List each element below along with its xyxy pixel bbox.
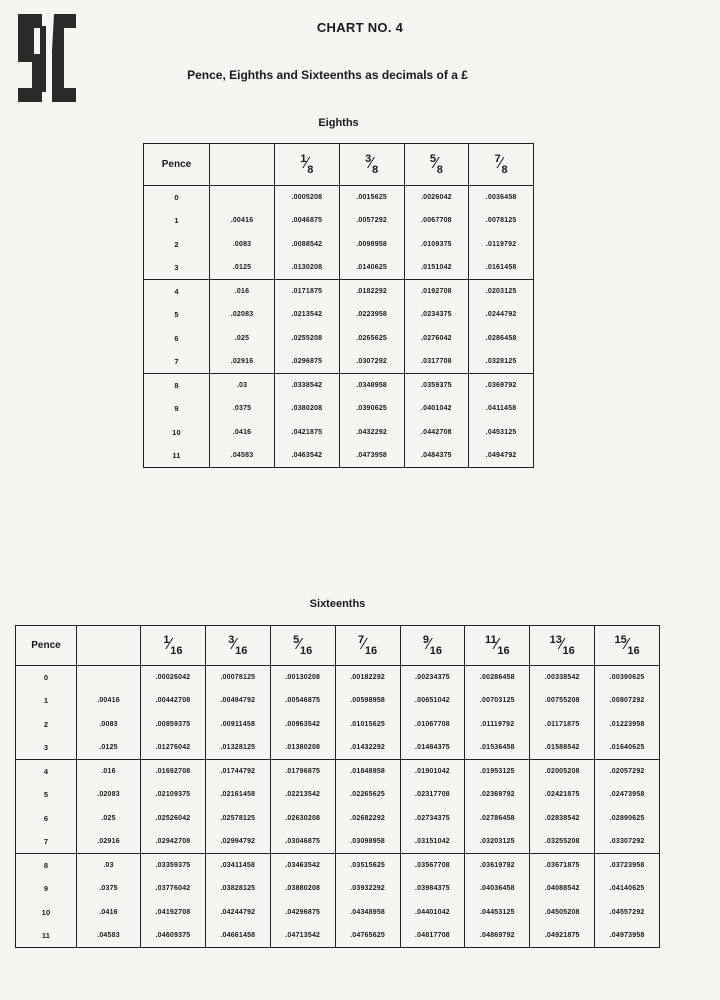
base-decimal-cell: .0083 xyxy=(77,713,141,737)
pence-cell: 4 xyxy=(16,760,77,784)
eighths-group xyxy=(144,374,534,468)
decimal-cell: .02994792 xyxy=(205,830,270,854)
pence-cell: 1 xyxy=(144,209,210,233)
decimal-cell: .0369792 xyxy=(469,374,534,398)
base-decimal-cell: .016 xyxy=(210,280,275,304)
fraction-numerator: 1 xyxy=(300,153,307,165)
fraction-slash: ⁄ xyxy=(168,636,172,653)
decimal-cell: .0265625 xyxy=(339,327,404,351)
base-decimal-cell xyxy=(77,666,141,690)
base-decimal-cell: .0125 xyxy=(210,256,275,280)
fraction-header xyxy=(339,144,404,186)
table-row xyxy=(16,807,660,831)
decimal-cell: .0317708 xyxy=(404,350,469,374)
pence-cell: 0 xyxy=(144,186,210,210)
fraction-slash: ⁄ xyxy=(495,636,499,653)
pence-cell: 9 xyxy=(16,877,77,901)
fraction-numerator: 3 xyxy=(365,153,372,165)
fraction-label xyxy=(614,634,639,657)
eighths-group xyxy=(144,186,534,280)
page-subtitle: Pence, Eighths and Sixteenths as decimals of a £ xyxy=(187,68,468,82)
fraction-label xyxy=(423,634,442,657)
decimal-cell: .0390625 xyxy=(339,397,404,421)
fraction-numerator: 7 xyxy=(358,634,365,646)
fraction-slash: ⁄ xyxy=(560,636,564,653)
decimal-cell: .04244792 xyxy=(205,901,270,925)
decimal-cell: .00442708 xyxy=(141,689,206,713)
table-row xyxy=(144,256,534,280)
pence-cell: 5 xyxy=(16,783,77,807)
decimal-cell: .03515625 xyxy=(335,854,400,878)
fraction-denominator: 8 xyxy=(371,164,379,176)
base-decimal-cell: .03 xyxy=(210,374,275,398)
decimal-cell: .0119792 xyxy=(469,233,534,257)
decimal-cell: .0411458 xyxy=(469,397,534,421)
fraction-header xyxy=(469,144,534,186)
decimal-cell: .03828125 xyxy=(205,877,270,901)
pence-cell: 3 xyxy=(16,736,77,760)
decimal-cell: .01796875 xyxy=(270,760,335,784)
decimal-cell: .04609375 xyxy=(141,924,206,948)
decimal-cell: .02838542 xyxy=(530,807,595,831)
fraction-slash: ⁄ xyxy=(625,636,629,653)
fraction-label xyxy=(550,634,575,657)
table-row xyxy=(16,783,660,807)
fraction-slash: ⁄ xyxy=(370,155,373,172)
table-row xyxy=(16,689,660,713)
decimal-cell: .00078125 xyxy=(205,666,270,690)
decimal-cell: .02786458 xyxy=(465,807,530,831)
decimal-cell: .03984375 xyxy=(400,877,465,901)
decimal-cell: .03932292 xyxy=(335,877,400,901)
table-row xyxy=(144,327,534,351)
pence-cell: 9 xyxy=(144,397,210,421)
decimal-cell: .0015625 xyxy=(339,186,404,210)
fraction-header xyxy=(530,626,595,666)
decimal-cell: .03151042 xyxy=(400,830,465,854)
decimal-cell: .01015625 xyxy=(335,713,400,737)
pence-cell: 1 xyxy=(16,689,77,713)
fraction-denominator: 8 xyxy=(501,164,508,176)
base-decimal-cell: .02916 xyxy=(77,830,141,854)
fraction-header xyxy=(275,144,340,186)
decimal-cell: .02317708 xyxy=(400,783,465,807)
decimal-cell: .02161458 xyxy=(205,783,270,807)
decimal-cell: .0296875 xyxy=(275,350,340,374)
fraction-label xyxy=(163,634,182,657)
fraction-label xyxy=(430,153,443,176)
decimal-cell: .0484375 xyxy=(404,444,469,468)
pence-cell: 5 xyxy=(144,303,210,327)
pence-header: Pence xyxy=(16,626,77,666)
decimal-cell: .01432292 xyxy=(335,736,400,760)
decimal-cell: .03411458 xyxy=(205,854,270,878)
base-decimal-cell: .04583 xyxy=(77,924,141,948)
decimal-cell: .03203125 xyxy=(465,830,530,854)
decimal-cell: .04817708 xyxy=(400,924,465,948)
decimal-cell: .0151042 xyxy=(404,256,469,280)
table-row xyxy=(16,877,660,901)
base-decimal-cell: .04583 xyxy=(210,444,275,468)
decimal-cell: .0078125 xyxy=(469,209,534,233)
table-row xyxy=(16,666,660,690)
fraction-numerator: 1 xyxy=(163,634,170,646)
base-decimal-cell: .0416 xyxy=(77,901,141,925)
decimal-cell: .03255208 xyxy=(530,830,595,854)
decimal-cell: .0432292 xyxy=(339,421,404,445)
decimal-cell: .0348958 xyxy=(339,374,404,398)
fraction-denominator: 16 xyxy=(235,645,248,657)
decimal-cell: .00859375 xyxy=(141,713,206,737)
table-row xyxy=(144,186,534,210)
decimal-cell: .00963542 xyxy=(270,713,335,737)
fraction-numerator: 11 xyxy=(485,634,497,646)
sixteenths-title: Sixteenths xyxy=(309,598,366,610)
decimal-cell: .0255208 xyxy=(275,327,340,351)
decimal-cell: .02369792 xyxy=(465,783,530,807)
decimal-cell: .04453125 xyxy=(465,901,530,925)
decimal-cell: .01328125 xyxy=(205,736,270,760)
table-row xyxy=(144,421,534,445)
table-row xyxy=(144,233,534,257)
decimal-cell: .00234375 xyxy=(400,666,465,690)
decimal-cell: .0453125 xyxy=(469,421,534,445)
fraction-denominator: 16 xyxy=(299,645,313,657)
table-row xyxy=(144,280,534,304)
decimal-cell: .04140625 xyxy=(595,877,660,901)
decimal-cell: .01901042 xyxy=(400,760,465,784)
decimal-cell: .01276042 xyxy=(141,736,206,760)
decimal-cell: .02057292 xyxy=(595,760,660,784)
decimal-cell: .0442708 xyxy=(404,421,469,445)
decimal-cell: .03619792 xyxy=(465,854,530,878)
decimal-cell: .0380208 xyxy=(275,397,340,421)
decimal-cell: .0182292 xyxy=(339,280,404,304)
table-row xyxy=(16,713,660,737)
fraction-header xyxy=(404,144,469,186)
decimal-cell: .0088542 xyxy=(275,233,340,257)
pence-cell: 3 xyxy=(144,256,210,280)
pence-cell: 4 xyxy=(144,280,210,304)
pence-cell: 10 xyxy=(144,421,210,445)
pence-cell: 11 xyxy=(144,444,210,468)
pence-cell: 0 xyxy=(16,666,77,690)
pence-header: Pence xyxy=(144,144,210,186)
decimal-cell: .04921875 xyxy=(530,924,595,948)
decimal-cell: .00807292 xyxy=(595,689,660,713)
fraction-label xyxy=(293,634,312,657)
pence-cell: 2 xyxy=(16,713,77,737)
fraction-header xyxy=(205,626,270,666)
fraction-slash: ⁄ xyxy=(428,636,431,653)
decimal-cell: .0098958 xyxy=(339,233,404,257)
decimal-cell: .00338542 xyxy=(530,666,595,690)
fraction-slash: ⁄ xyxy=(298,636,301,653)
decimal-cell: .0140625 xyxy=(339,256,404,280)
sixteenths-group xyxy=(16,760,660,854)
decimal-cell: .02682292 xyxy=(335,807,400,831)
decimal-cell: .00130208 xyxy=(270,666,335,690)
decimal-cell: .02578125 xyxy=(205,807,270,831)
fraction-denominator: 8 xyxy=(307,164,314,176)
decimal-cell: .01848958 xyxy=(335,760,400,784)
decimal-cell: .01744792 xyxy=(205,760,270,784)
decimal-cell: .04973958 xyxy=(595,924,660,948)
decimal-cell: .02109375 xyxy=(141,783,206,807)
decimal-cell: .0046875 xyxy=(275,209,340,233)
decimal-cell: .03880208 xyxy=(270,877,335,901)
fraction-numerator: 5 xyxy=(293,634,300,646)
decimal-cell: .02890625 xyxy=(595,807,660,831)
base-header xyxy=(210,144,275,186)
decimal-cell: .0109375 xyxy=(404,233,469,257)
decimal-cell: .0307292 xyxy=(339,350,404,374)
base-decimal-cell: .0416 xyxy=(210,421,275,445)
base-decimal-cell: .02916 xyxy=(210,350,275,374)
sixteenths-header-row xyxy=(16,626,660,666)
fraction-denominator: 16 xyxy=(562,645,575,657)
fraction-slash: ⁄ xyxy=(435,155,438,172)
base-decimal-cell: .0375 xyxy=(210,397,275,421)
decimal-cell: .04192708 xyxy=(141,901,206,925)
decimal-cell: .0328125 xyxy=(469,350,534,374)
decimal-cell: .0223958 xyxy=(339,303,404,327)
decimal-cell: .02630208 xyxy=(270,807,335,831)
pence-cell: 7 xyxy=(16,830,77,854)
table-row xyxy=(144,350,534,374)
decimal-cell: .01223958 xyxy=(595,713,660,737)
decimal-cell: .0171875 xyxy=(275,280,340,304)
base-decimal-cell: .025 xyxy=(210,327,275,351)
fraction-denominator: 16 xyxy=(497,645,510,657)
decimal-cell: .04713542 xyxy=(270,924,335,948)
decimal-cell: .0192708 xyxy=(404,280,469,304)
base-decimal-cell: .0083 xyxy=(210,233,275,257)
decimal-cell: .03307292 xyxy=(595,830,660,854)
fraction-slash: ⁄ xyxy=(305,155,309,172)
fraction-denominator: 16 xyxy=(364,645,378,657)
pence-cell: 10 xyxy=(16,901,77,925)
decimal-cell: .02473958 xyxy=(595,783,660,807)
base-decimal-cell: .0125 xyxy=(77,736,141,760)
decimal-cell: .0421875 xyxy=(275,421,340,445)
decimal-cell: .00651042 xyxy=(400,689,465,713)
fraction-header xyxy=(465,626,530,666)
table-row xyxy=(144,444,534,468)
decimal-cell: .02005208 xyxy=(530,760,595,784)
table-row xyxy=(16,760,660,784)
pence-cell: 8 xyxy=(16,854,77,878)
decimal-cell: .03463542 xyxy=(270,854,335,878)
decimal-cell: .0026042 xyxy=(404,186,469,210)
decimal-cell: .0057292 xyxy=(339,209,404,233)
base-decimal-cell: .03 xyxy=(77,854,141,878)
decimal-cell: .0005208 xyxy=(275,186,340,210)
decimal-cell: .03046875 xyxy=(270,830,335,854)
fraction-header xyxy=(270,626,335,666)
decimal-cell: .03098958 xyxy=(335,830,400,854)
base-decimal-cell: .0375 xyxy=(77,877,141,901)
fraction-slash: ⁄ xyxy=(363,636,366,653)
decimal-cell: .01953125 xyxy=(465,760,530,784)
sixteenths-table xyxy=(15,625,660,948)
decimal-cell: .0463542 xyxy=(275,444,340,468)
fraction-header xyxy=(335,626,400,666)
fraction-denominator: 16 xyxy=(627,645,640,657)
decimal-cell: .0494792 xyxy=(469,444,534,468)
decimal-cell: .0473958 xyxy=(339,444,404,468)
sixteenths-group xyxy=(16,854,660,948)
decimal-cell: .0234375 xyxy=(404,303,469,327)
fraction-denominator: 16 xyxy=(429,645,442,657)
pence-cell: 6 xyxy=(144,327,210,351)
decimal-cell: .0130208 xyxy=(275,256,340,280)
eighths-table xyxy=(143,143,534,468)
decimal-cell: .0203125 xyxy=(469,280,534,304)
decimal-cell: .03567708 xyxy=(400,854,465,878)
chart-number: CHART NO. 4 xyxy=(316,20,404,35)
table-row xyxy=(144,397,534,421)
base-decimal-cell: .016 xyxy=(77,760,141,784)
fraction-numerator: 7 xyxy=(494,153,501,165)
decimal-cell: .0161458 xyxy=(469,256,534,280)
decimal-cell: .00755208 xyxy=(530,689,595,713)
decimal-cell: .03723958 xyxy=(595,854,660,878)
fraction-label xyxy=(495,153,508,176)
decimal-cell: .01640625 xyxy=(595,736,660,760)
table-row xyxy=(144,209,534,233)
decimal-cell: .01380208 xyxy=(270,736,335,760)
decimal-cell: .0401042 xyxy=(404,397,469,421)
table-row xyxy=(16,830,660,854)
decimal-cell: .0276042 xyxy=(404,327,469,351)
fraction-label xyxy=(228,634,247,657)
sixteenths-group xyxy=(16,666,660,760)
eighths-title: Eighths xyxy=(318,117,359,129)
pence-cell: 6 xyxy=(16,807,77,831)
fraction-label xyxy=(358,634,377,657)
fraction-label xyxy=(300,153,313,176)
decimal-cell: .00286458 xyxy=(465,666,530,690)
fraction-denominator: 16 xyxy=(170,645,183,657)
base-decimal-cell: .025 xyxy=(77,807,141,831)
decimal-cell: .01484375 xyxy=(400,736,465,760)
base-decimal-cell xyxy=(210,186,275,210)
decimal-cell: .00182292 xyxy=(335,666,400,690)
base-decimal-cell: .00416 xyxy=(210,209,275,233)
decimal-cell: .02213542 xyxy=(270,783,335,807)
decimal-cell: .04036458 xyxy=(465,877,530,901)
fraction-slash: ⁄ xyxy=(233,636,237,653)
decimal-cell: .03776042 xyxy=(141,877,206,901)
decimal-cell: .00390625 xyxy=(595,666,660,690)
fraction-numerator: 13 xyxy=(549,634,562,646)
fraction-header xyxy=(400,626,465,666)
decimal-cell: .03359375 xyxy=(141,854,206,878)
pence-cell: 8 xyxy=(144,374,210,398)
decimal-cell: .01119792 xyxy=(465,713,530,737)
pence-cell: 7 xyxy=(144,350,210,374)
base-decimal-cell: .02083 xyxy=(77,783,141,807)
decimal-cell: .02734375 xyxy=(400,807,465,831)
decimal-cell: .0244792 xyxy=(469,303,534,327)
decimal-cell: .01067708 xyxy=(400,713,465,737)
decimal-cell: .04348958 xyxy=(335,901,400,925)
decimal-cell: .01588542 xyxy=(530,736,595,760)
eighths-header-row xyxy=(144,144,534,186)
decimal-cell: .0338542 xyxy=(275,374,340,398)
decimal-cell: .00911458 xyxy=(205,713,270,737)
base-decimal-cell: .00416 xyxy=(77,689,141,713)
decimal-cell: .04765625 xyxy=(335,924,400,948)
decimal-cell: .00546875 xyxy=(270,689,335,713)
decimal-cell: .04557292 xyxy=(595,901,660,925)
decimal-cell: .0213542 xyxy=(275,303,340,327)
decimal-cell: .04869792 xyxy=(465,924,530,948)
decimal-cell: .02265625 xyxy=(335,783,400,807)
decimal-cell: .04505208 xyxy=(530,901,595,925)
decimal-cell: .0067708 xyxy=(404,209,469,233)
decimal-cell: .04661458 xyxy=(205,924,270,948)
base-header xyxy=(77,626,141,666)
decimal-cell: .00703125 xyxy=(465,689,530,713)
decimal-cell: .0036458 xyxy=(469,186,534,210)
pence-cell: 11 xyxy=(16,924,77,948)
decimal-cell: .01692708 xyxy=(141,760,206,784)
decimal-cell: .00598958 xyxy=(335,689,400,713)
eighths-group xyxy=(144,280,534,374)
decimal-cell: .04296875 xyxy=(270,901,335,925)
decimal-cell: .0359375 xyxy=(404,374,469,398)
decimal-cell: .03671875 xyxy=(530,854,595,878)
decimal-cell: .02526042 xyxy=(141,807,206,831)
fraction-numerator: 3 xyxy=(228,634,235,646)
table-row xyxy=(16,854,660,878)
decimal-cell: .02942708 xyxy=(141,830,206,854)
decimal-cell: .00494792 xyxy=(205,689,270,713)
decimal-cell: .04088542 xyxy=(530,877,595,901)
decimal-cell: .02421875 xyxy=(530,783,595,807)
fraction-header xyxy=(141,626,206,666)
fraction-label xyxy=(485,634,510,657)
fraction-numerator: 5 xyxy=(429,153,437,165)
decimal-cell: .00026042 xyxy=(141,666,206,690)
decimal-cell: .01171875 xyxy=(530,713,595,737)
fraction-denominator: 8 xyxy=(436,164,443,176)
pence-cell: 2 xyxy=(144,233,210,257)
base-decimal-cell: .02083 xyxy=(210,303,275,327)
table-row xyxy=(16,736,660,760)
decimal-cell: .01536458 xyxy=(465,736,530,760)
fraction-header xyxy=(595,626,660,666)
decimal-cell: .0286458 xyxy=(469,327,534,351)
decimal-cell: .04401042 xyxy=(400,901,465,925)
table-row xyxy=(16,924,660,948)
fraction-slash: ⁄ xyxy=(499,155,503,172)
table-row xyxy=(16,901,660,925)
fraction-numerator: 9 xyxy=(422,634,430,646)
table-row xyxy=(144,303,534,327)
fraction-numerator: 15 xyxy=(614,634,627,646)
fraction-label xyxy=(365,153,378,176)
table-row xyxy=(144,374,534,398)
